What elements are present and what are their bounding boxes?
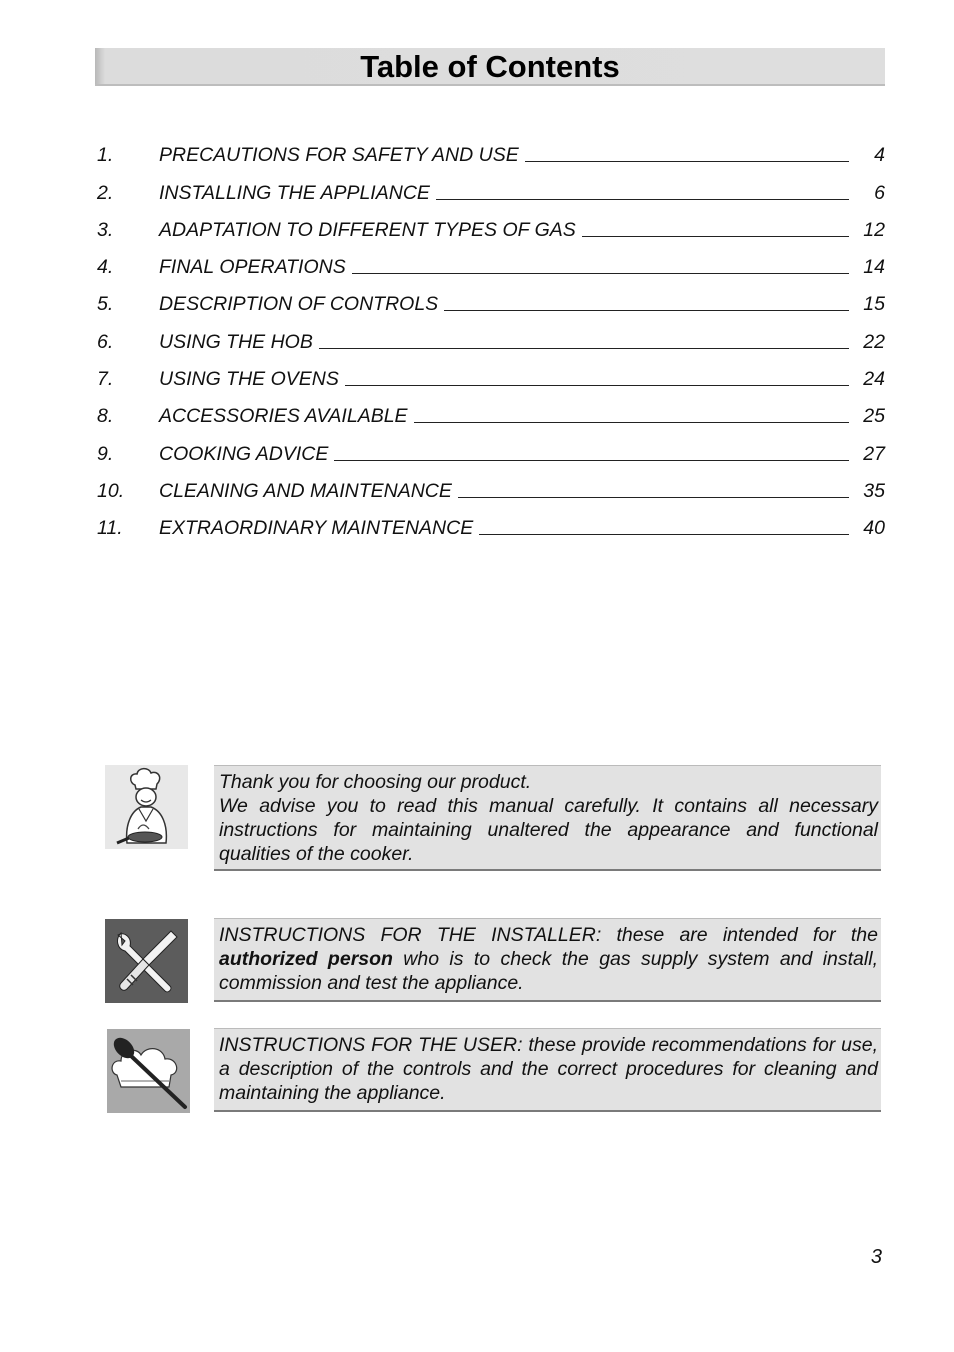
- toc-entry-title: USING THE HOB: [159, 330, 313, 353]
- toc-entry-number: 9.: [97, 442, 114, 465]
- toc-entry-page: 27: [863, 442, 885, 465]
- user-note-box: [214, 1028, 881, 1112]
- toc-entry-leader: [436, 198, 849, 200]
- toc-entry-title: DESCRIPTION OF CONTROLS: [159, 293, 439, 316]
- toc-entry[interactable]: [97, 206, 885, 243]
- toc-entry-page: 40: [863, 517, 885, 540]
- user-text: INSTRUCTIONS FOR THE USER: these provide recommendations for use, a description of the controls and the correct procedures for cleaning and maintaining the appliance.: [219, 1034, 878, 1104]
- toc-entry-leader: [334, 459, 849, 461]
- toc-entry-leader: [414, 421, 849, 423]
- toc-entry-title: USING THE OVENS: [159, 368, 339, 391]
- toc-entry[interactable]: [97, 280, 885, 317]
- welcome-line2: We advise you to read this manual carefully. It contains all necessary instructions for maintaining unaltered the appearance and functional qualities of the cooker.: [219, 795, 878, 865]
- toc-entry-number: 4.: [97, 256, 114, 279]
- toc-entry-page: 22: [863, 330, 885, 353]
- toc-entry-leader: [345, 384, 849, 386]
- toc-entry-page: 14: [863, 256, 885, 279]
- toc-entry-page: 12: [863, 218, 885, 241]
- toc-entry-page: 6: [874, 181, 885, 204]
- toc-entry-number: 3.: [97, 218, 114, 241]
- toc-entry[interactable]: [97, 355, 885, 392]
- toc-entry-page: 4: [874, 144, 885, 167]
- toc-entry-title: FINAL OPERATIONS: [159, 256, 346, 279]
- chef-icon: [105, 765, 188, 849]
- toc-entry-title: PRECAUTIONS FOR SAFETY AND USE: [159, 144, 519, 167]
- toc-entry-number: 2.: [97, 181, 114, 204]
- installer-note-box: [214, 918, 881, 1002]
- page-number: 3: [870, 1246, 882, 1268]
- toc-entry[interactable]: [97, 429, 885, 466]
- toc-entry[interactable]: [97, 504, 885, 541]
- installer-text: [219, 923, 878, 995]
- toc-entry-leader: [458, 496, 849, 498]
- toc-entry-title: INSTALLING THE APPLIANCE: [159, 181, 430, 204]
- toc-entry[interactable]: [97, 467, 885, 504]
- toc-entry-leader: [444, 309, 849, 311]
- toc-entry-number: 1.: [97, 144, 114, 167]
- toc-entry-page: 35: [863, 479, 885, 502]
- toc-entry-leader: [525, 160, 849, 162]
- welcome-line1: Thank you for choosing our product.: [219, 771, 532, 793]
- toc-entry-title: ACCESSORIES AVAILABLE: [159, 405, 408, 428]
- spoon-hat-icon: [107, 1029, 190, 1113]
- toc-entry-leader: [352, 272, 849, 274]
- toc-entry[interactable]: [97, 317, 885, 354]
- toc-entry[interactable]: [97, 392, 885, 429]
- toc-entry-title: ADAPTATION TO DIFFERENT TYPES OF GAS: [159, 218, 576, 241]
- toc-entry[interactable]: [97, 243, 885, 280]
- toc-entry-number: 10.: [97, 479, 125, 502]
- toc-entry-number: 5.: [97, 293, 114, 316]
- toc-entry-page: 25: [863, 405, 885, 428]
- toc-entry-page: 15: [863, 293, 885, 316]
- toc-entry-leader: [479, 533, 849, 535]
- installer-text-after: who is to check the gas supply system and install, commission and test the appliance.: [219, 948, 878, 994]
- installer-text-bold: authorized person: [219, 948, 393, 970]
- toc-entry-leader: [319, 347, 849, 349]
- toc-entry-number: 8.: [97, 405, 114, 428]
- toc-entry-number: 6.: [97, 330, 114, 353]
- toc-entry-title: COOKING ADVICE: [159, 442, 329, 465]
- toc-entry-title: EXTRAORDINARY MAINTENANCE: [159, 517, 474, 540]
- installer-text-before: INSTRUCTIONS FOR THE INSTALLER: these are intended for the: [219, 924, 878, 946]
- toc-entry[interactable]: [97, 131, 885, 168]
- toc-entry-number: 11.: [97, 517, 123, 540]
- table-of-contents: [97, 131, 885, 541]
- welcome-note-box: [214, 765, 881, 871]
- tools-icon: [105, 919, 188, 1003]
- toc-entry-leader: [582, 235, 849, 237]
- page-title: Table of Contents: [360, 49, 620, 84]
- title-bar: [95, 48, 885, 86]
- toc-entry-page: 24: [863, 368, 885, 391]
- toc-entry[interactable]: [97, 168, 885, 205]
- toc-entry-title: CLEANING AND MAINTENANCE: [159, 479, 452, 502]
- toc-entry-number: 7.: [97, 368, 114, 391]
